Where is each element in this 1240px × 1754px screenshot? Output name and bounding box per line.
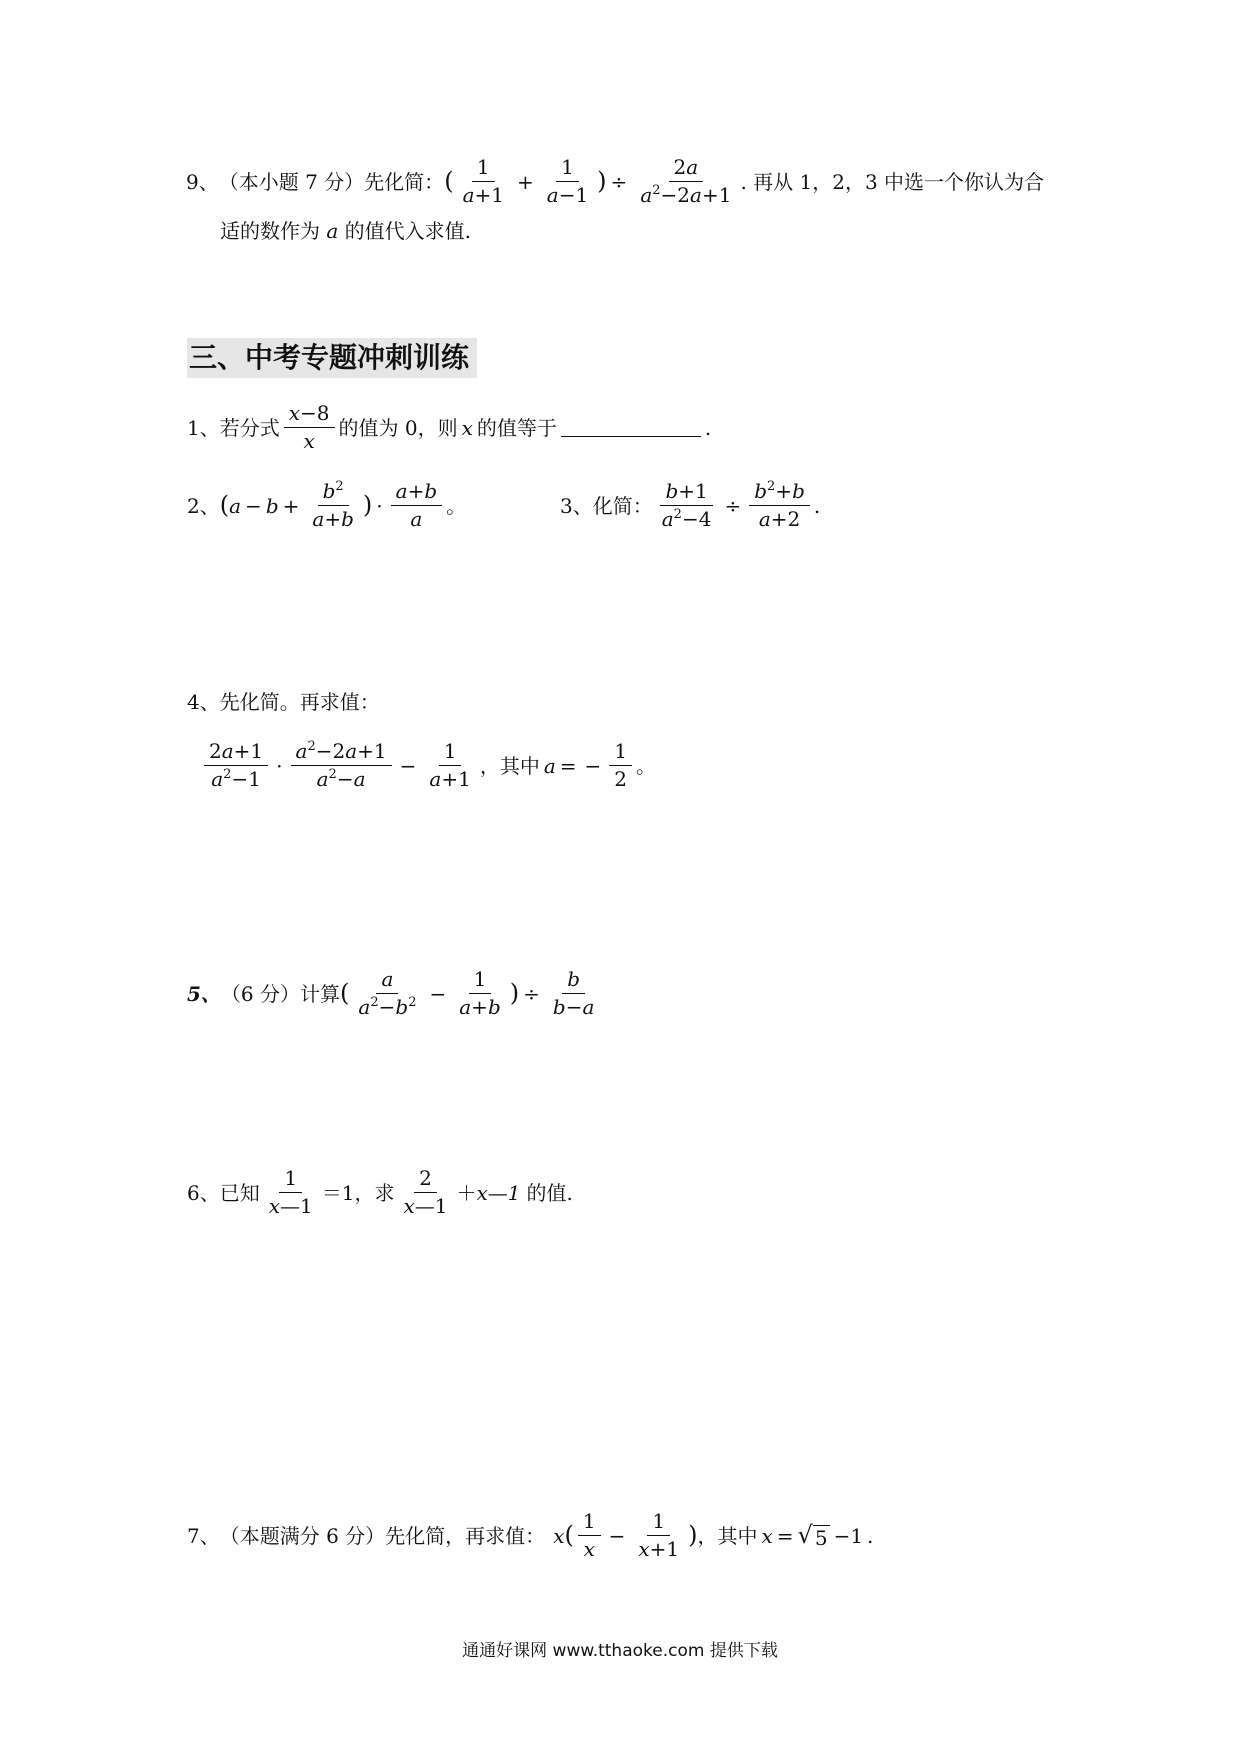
problem-7: 7、 （本题满分 6 分） 先化简，再求值： x ( $\frac{1}{x}$ − $\frac{1}{x+1}$ ) ，其中 x = √ 5 −1 . [187,1509,874,1561]
problem-text: . [867,1523,874,1548]
fraction: $\frac{1}{x—1}$ [268,1166,313,1218]
answer-blank [561,418,701,437]
question-text: 适的数作为 [220,219,320,243]
fraction: $\frac{1}{a+1}$ [462,155,504,207]
fraction: $\frac{1}{2}$ [609,740,632,791]
problem-text: ＝1，求 [321,1180,395,1205]
formula-operator: − [429,981,447,1006]
problem-points: （本题满分 6 分） [219,1523,386,1548]
fraction: $\frac{x-8}{x}$ [284,402,335,453]
fraction: $\frac{b^2+b}{a+2}$ [749,480,810,531]
problem-1 [187,402,711,453]
problem-text: 。 [446,493,467,518]
problem-number: 1、 [187,415,220,440]
problem-text: 的值为 0，则 [338,415,458,440]
formula-operator: ÷ [724,493,742,518]
problem-text: 化简： [592,493,653,518]
page-footer: 通通好课网 www.tthaoke.com 提供下载 [462,1641,778,1661]
fraction: $\frac{b+1}{a^2-4}$ [661,479,712,531]
problem-text: 若分式 [219,415,280,440]
formula-operator: + [516,169,534,194]
formula-operator: · [276,753,283,778]
question-text: 的值代入求值. [344,219,472,243]
formula-paren: ( [340,979,350,1008]
formula-operator: − [608,1523,626,1548]
problem-text: ，其中 [479,753,540,778]
problem-5 [187,968,603,1019]
variable: x [461,415,473,440]
fraction: $\frac{a+b}{a}$ [391,480,443,531]
formula-operator: ÷ [610,169,628,194]
question-points: （本小题 7 分） [218,169,365,194]
problem-number: 2、 [187,493,220,518]
question-number: 9、 [186,169,219,194]
problem-text: ＋ [456,1180,477,1205]
problem-text: ，其中 [697,1523,758,1548]
problem-6 [187,1167,573,1218]
fraction: $\frac{1}{x}$ [578,1510,601,1561]
fraction: $\frac{1}{a+1}$ [429,739,471,791]
problem-text: 的值等于 [476,415,557,440]
fraction: $\frac{1}{a+b}$ [459,967,501,1019]
question-text: . 再从 1，2，3 中选一个你认为合 [740,169,1045,194]
fraction: $\frac{2a+1}{a^2-1}$ [204,740,268,791]
problem-text: 已知 [219,1180,260,1205]
fraction: $\frac{b^2}{a+b}$ [312,479,354,531]
formula-operator: ÷ [523,981,540,1006]
problem-text: x—1 [476,1180,521,1205]
fraction: $\frac{1}{a-1}$ [546,155,589,207]
problem-3 [560,480,820,531]
fraction: $\frac{1}{x+1}$ [638,1509,680,1561]
question-9 [186,156,1044,243]
variable: a [326,219,339,243]
formula-operator: · [376,493,383,518]
problem-number: 5、 [187,981,221,1006]
problem-text: 先化简。再求值： [219,690,380,714]
fraction: $\frac{2}{x—1}$ [403,1166,448,1218]
problem-4 [187,690,380,714]
fraction: $\frac{2a}{a^2-2a+1}$ [640,155,732,207]
problem-text: 。 [636,753,657,778]
problem-text: 的值. [526,1180,573,1205]
fraction: $\frac{a}{a^2-b^2}$ [358,967,417,1019]
fraction: $\frac{a^2-2a+1}{a^2-a}$ [291,740,392,791]
problem-number: 4、 [187,690,220,714]
formula-paren: ( [219,491,230,520]
formula-operator: − [399,753,417,778]
problem-text: . [813,493,821,518]
formula-paren: ) [509,979,520,1008]
problem-number: 7、 [187,1523,220,1548]
question-lead: 先化简： [364,169,445,194]
formula-paren: ( [444,167,454,196]
formula-paren: ( [564,1521,574,1550]
square-root: √ 5 [797,1521,828,1550]
section-title: 三、中考专题冲刺训练 [187,338,477,378]
formula-paren: ) [688,1521,698,1550]
problem-number: 3、 [560,493,593,518]
problem-2: 2、 ( a − b + $\frac{b^2}{a+b}$ ) · $\frac{a+b}{a}$ 。 [187,479,467,531]
formula-paren: ) [597,167,607,196]
problem-points: （6 分） [220,981,301,1006]
problem-4-formula: $\frac{2a+1}{a^2-1}$ · $\frac{a^2-2a+1}{a^2-a}$ − $\frac{1}{a+1}$ ，其中 a = − $\frac{1}{2}$ 。 [200,740,656,791]
problem-text: . [704,415,712,440]
formula-paren: ) [362,491,373,520]
problem-number: 6、 [187,1180,220,1205]
fraction: $\frac{b}{b-a}$ [552,967,595,1019]
problem-text: 计算 [300,981,341,1006]
problem-text: 先化简，再求值： [385,1523,546,1548]
